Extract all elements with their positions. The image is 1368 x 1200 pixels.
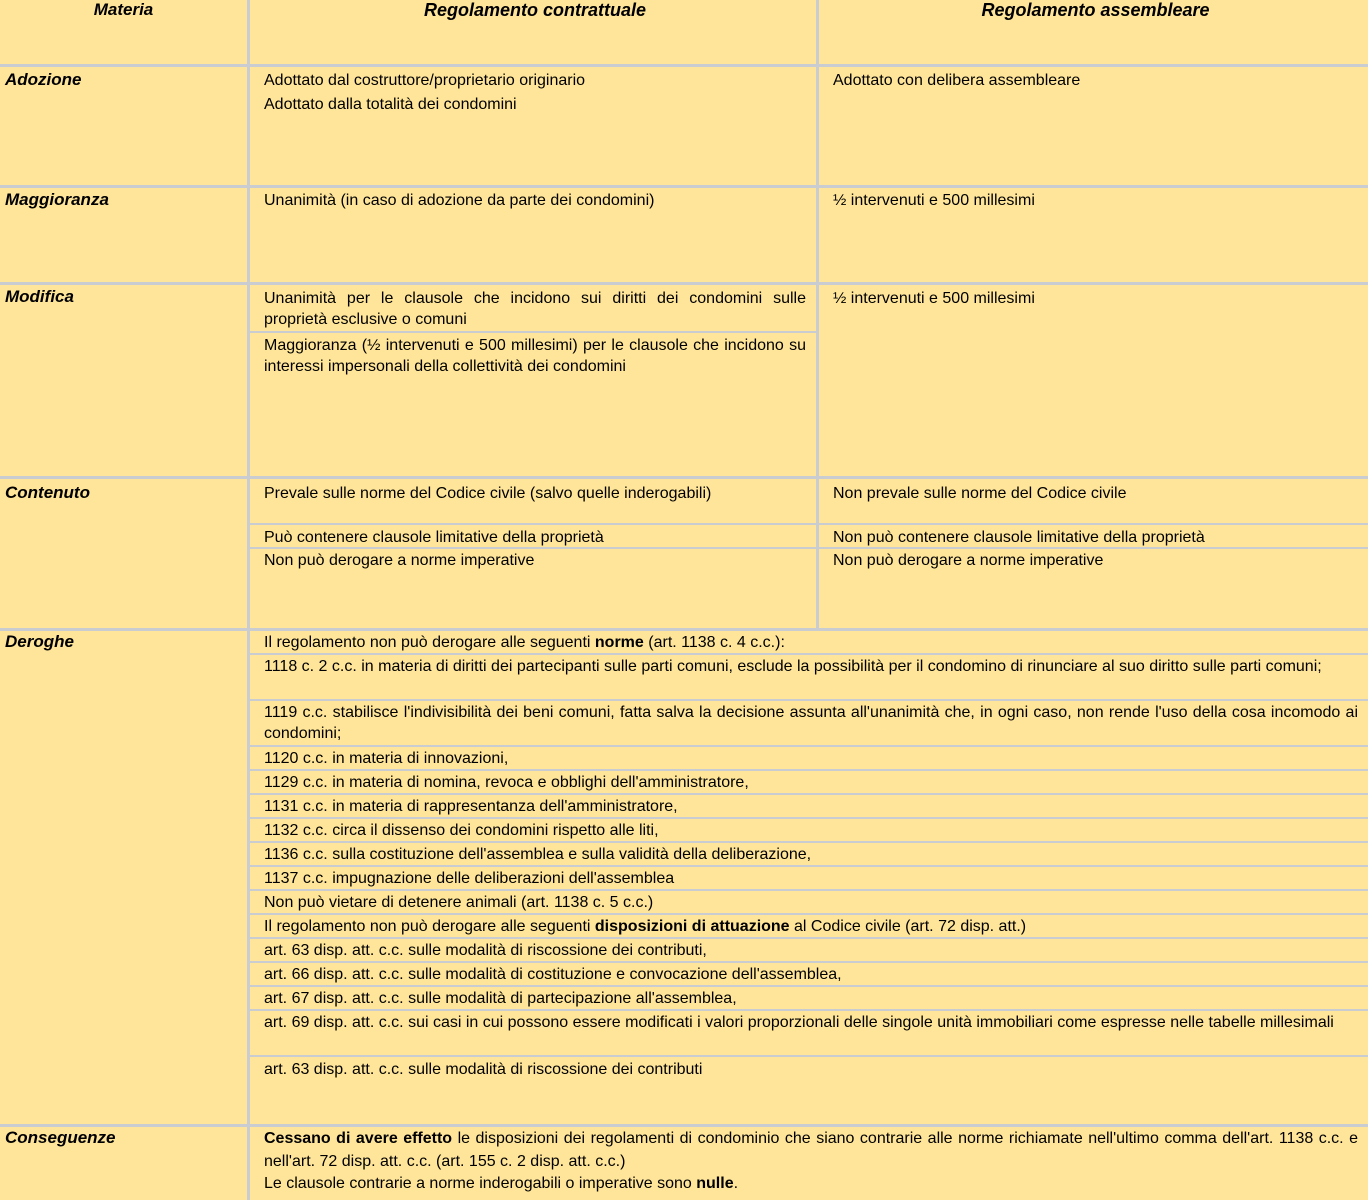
contenuto-assembleare-line: Non può derogare a norme imperative bbox=[833, 552, 1104, 569]
deroghe-item2: art. 67 disp. att. c.c. sulle modalità di partecipazione all'assemblea, bbox=[250, 987, 1368, 1011]
deroghe-item2: art. 63 disp. att. c.c. sulle modalità di riscossione dei contributi bbox=[264, 1061, 703, 1078]
deroghe-intro-pre: Il regolamento non può derogare alle seguenti bbox=[264, 634, 595, 651]
conseguenze-cell bbox=[250, 1127, 1368, 1200]
maggioranza-assembleare-text: ½ intervenuti e 500 millesimi bbox=[833, 192, 1035, 209]
conseguenze-p1-bold: Cessano di avere effetto bbox=[264, 1130, 453, 1147]
header-assembleare-cell bbox=[819, 0, 1368, 64]
deroghe-item: 1120 c.c. in materia di innovazioni, bbox=[250, 747, 1368, 771]
label-contenuto: Contenuto bbox=[0, 479, 250, 628]
header-materia: Materia bbox=[0, 0, 250, 64]
modifica-assembleare-text: ½ intervenuti e 500 millesimi bbox=[833, 290, 1035, 307]
row-adozione bbox=[0, 67, 1368, 188]
deroghe-item: 1131 c.c. in materia di rappresentanza dell'amministratore, bbox=[250, 795, 1368, 819]
conseguenze-p2-pre: Le clausole contrarie a norme inderogabili o imperative sono bbox=[264, 1175, 697, 1192]
row-conseguenze bbox=[0, 1127, 1368, 1200]
label-maggioranza: Maggioranza bbox=[0, 188, 250, 282]
deroghe-item: 1119 c.c. stabilisce l'indivisibilità dei beni comuni, fatta salva la decisione assunta all'unanimità che, in ogni caso, non rende l'uso della cosa incomodo ai condomini; bbox=[250, 701, 1368, 747]
adozione-assembleare-cell bbox=[819, 67, 1368, 185]
deroghe-item: 1118 c. 2 c.c. in materia di diritti dei partecipanti sulle parti comuni, esclude la possibilità per il condomino di rinunciare al suo diritto sulle parti comuni; bbox=[250, 655, 1368, 701]
adozione-contrattuale-cell bbox=[250, 67, 819, 185]
modifica-contrattuale-maggioranza: Maggioranza (½ intervenuti e 500 millesimi) per le clausole che incidono su interessi impersonali della collettività dei condomini bbox=[264, 337, 806, 375]
row-contenuto bbox=[0, 479, 1368, 631]
deroghe-item2: art. 63 disp. att. c.c. sulle modalità di riscossione dei contributi, bbox=[250, 939, 1368, 963]
contenuto-contrattuale-line: Non può derogare a norme imperative bbox=[264, 552, 535, 569]
contenuto-contrattuale-line: Prevale sulle norme del Codice civile (salvo quelle inderogabili) bbox=[250, 479, 816, 525]
adozione-contrattuale-line: Adottato dal costruttore/proprietario originario bbox=[264, 72, 586, 89]
deroghe-intro2-pre: Il regolamento non può derogare alle seguenti bbox=[264, 918, 595, 935]
adozione-contrattuale-line: Adottato dalla totalità dei condomini bbox=[264, 96, 517, 113]
header-contrattuale-cell bbox=[250, 0, 819, 64]
maggioranza-assembleare-cell bbox=[819, 188, 1368, 282]
deroghe-item: Non può vietare di detenere animali (art. 1138 c. 5 c.c.) bbox=[250, 891, 1368, 915]
deroghe-item: 1137 c.c. impugnazione delle deliberazioni dell'assemblea bbox=[250, 867, 1368, 891]
adozione-assembleare-text: Adottato con delibera assembleare bbox=[833, 72, 1081, 89]
deroghe-intro-post: (art. 1138 c. 4 c.c.): bbox=[643, 634, 785, 651]
maggioranza-contrattuale-text: Unanimità (in caso di adozione da parte dei condomini) bbox=[264, 192, 655, 209]
conseguenze-p1-rest: le disposizioni dei regolamenti di condominio che siano contrarie alle norme richiamate nell'ultimo comma dell'art. 1138 c.c. e nell'art. 72 disp. att. c.c. (art. 155 c. 2 disp. att. c.c.) bbox=[264, 1130, 1359, 1170]
label-deroghe: Deroghe bbox=[0, 631, 250, 1124]
deroghe-intro-bold: norme bbox=[594, 634, 644, 651]
deroghe-intro2-post: al Codice civile (art. 72 disp. att.) bbox=[789, 918, 1027, 935]
row-modifica bbox=[0, 285, 1368, 479]
conseguenze-p2-post: . bbox=[733, 1175, 739, 1192]
row-maggioranza bbox=[0, 188, 1368, 285]
label-conseguenze: Conseguenze bbox=[0, 1127, 250, 1200]
deroghe-item: 1132 c.c. circa il dissenso dei condomini rispetto alle liti, bbox=[250, 819, 1368, 843]
deroghe-item: 1129 c.c. in materia di nomina, revoca e obblighi dell'amministratore, bbox=[250, 771, 1368, 795]
header-contrattuale: Regolamento contrattuale bbox=[423, 0, 647, 20]
deroghe-item: 1136 c.c. sulla costituzione dell'assemblea e sulla validità della deliberazione, bbox=[250, 843, 1368, 867]
conseguenze-paragraph-1 bbox=[250, 1127, 1368, 1173]
contenuto-contrattuale-cell bbox=[250, 479, 819, 628]
contenuto-assembleare-line: Non può contenere clausole limitative della proprietà bbox=[819, 525, 1368, 549]
deroghe-intro bbox=[250, 631, 1368, 655]
label-modifica: Modifica bbox=[0, 285, 250, 476]
modifica-contrattuale-cell bbox=[250, 285, 819, 476]
deroghe-item2: art. 66 disp. att. c.c. sulle modalità di costituzione e convocazione dell'assemblea, bbox=[250, 963, 1368, 987]
deroghe-intro2-bold: disposizioni di attuazione bbox=[594, 918, 790, 935]
row-deroghe bbox=[0, 631, 1368, 1127]
deroghe-intro2 bbox=[250, 915, 1368, 939]
contenuto-contrattuale-line: Può contenere clausole limitative della proprietà bbox=[250, 525, 816, 549]
label-adozione: Adozione bbox=[0, 67, 250, 185]
contenuto-assembleare-line: Non prevale sulle norme del Codice civile bbox=[819, 479, 1368, 525]
deroghe-item2: art. 69 disp. att. c.c. sui casi in cui possono essere modificati i valori proporzionali delle singole unità immobiliari come espresse nelle tabelle millesimali bbox=[250, 1011, 1368, 1057]
header-row bbox=[0, 0, 1368, 67]
deroghe-cell bbox=[250, 631, 1368, 1124]
header-assembleare: Regolamento assembleare bbox=[981, 0, 1210, 20]
modifica-assembleare-cell bbox=[819, 285, 1368, 476]
modifica-contrattuale-unanimita: Unanimità per le clausole che incidono sui diritti dei condomini sulle proprietà esclusive o comuni bbox=[250, 285, 816, 333]
maggioranza-contrattuale-cell bbox=[250, 188, 819, 282]
conseguenze-p2-bold: nulle bbox=[696, 1175, 734, 1192]
conseguenze-paragraph-2 bbox=[250, 1173, 1368, 1194]
contenuto-assembleare-cell bbox=[819, 479, 1368, 628]
